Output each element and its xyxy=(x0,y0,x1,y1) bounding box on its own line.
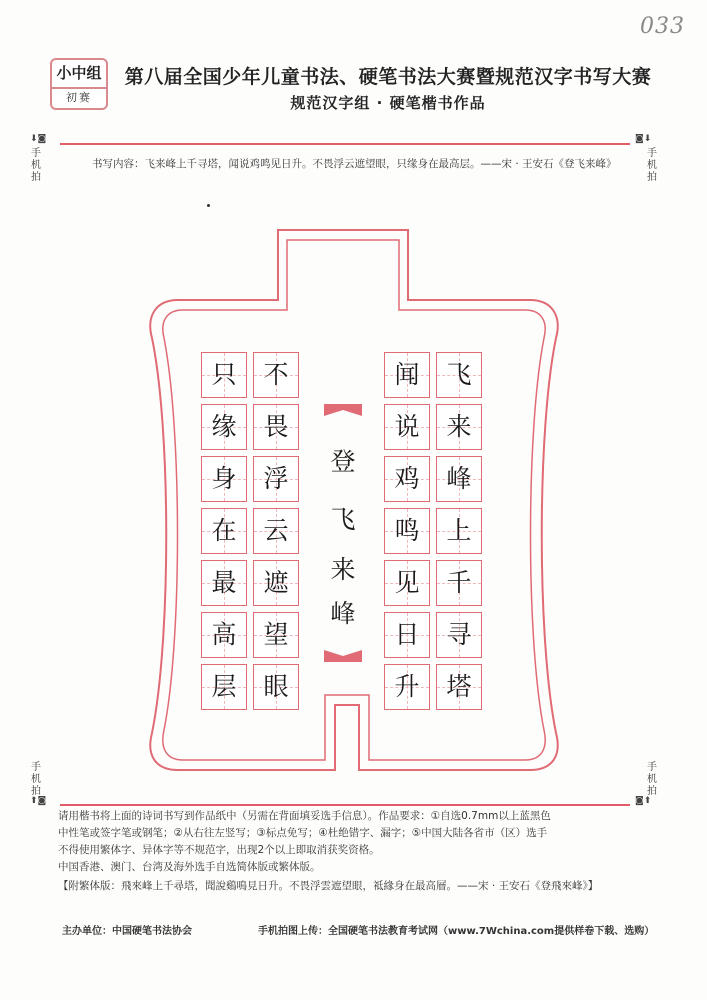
poem-title-char: 来 xyxy=(330,555,356,584)
writing-cell: 缘 xyxy=(201,404,247,450)
phone-shoot-mark: 手机拍 xyxy=(647,762,657,797)
phone-shoot-mark: 手机拍 xyxy=(647,148,657,183)
writing-requirements xyxy=(58,808,648,876)
writing-cell: 升 xyxy=(384,664,430,710)
poem-title-char: 登 xyxy=(330,447,356,476)
badge-group: 小中组 xyxy=(52,60,106,89)
writing-cell: 塔 xyxy=(436,664,482,710)
camera-icon: ⬆◙ xyxy=(30,796,47,806)
writing-cell: 最 xyxy=(201,560,247,606)
writing-cell: 眼 xyxy=(253,664,299,710)
requirement-line: 请用楷书将上面的诗词书写到作品纸中（另需在背面填妥选手信息）。作品要求：①自选0.7mm以上蓝黑色 xyxy=(58,810,551,822)
writing-cell: 云 xyxy=(253,508,299,554)
writing-cell: 遮 xyxy=(253,560,299,606)
writing-cell: 见 xyxy=(384,560,430,606)
writing-cell: 不 xyxy=(253,352,299,398)
writing-cell: 上 xyxy=(436,508,482,554)
writing-cell: 飞 xyxy=(436,352,482,398)
writing-cell: 千 xyxy=(436,560,482,606)
writing-cell: 浮 xyxy=(253,456,299,502)
requirement-line: 不得使用繁体字、异体字等不规范字，出现2个以上即取消获奖资格。 xyxy=(58,844,380,856)
camera-icon: ◙⬇ xyxy=(635,134,652,144)
serial-number: 033 xyxy=(640,14,685,39)
upload-info: 手机拍图上传：全国硬笔书法教育考试网（www.7Wchina.com提供样卷下载、选购） xyxy=(258,926,655,937)
writing-content: 书写内容：飞来峰上千寻塔，闻说鸡鸣见日升。不畏浮云遮望眼，只缘身在最高层。——宋 · 王安石《登飞来峰》 xyxy=(92,158,617,170)
writing-cell: 望 xyxy=(253,612,299,658)
writing-cell: 来 xyxy=(436,404,482,450)
writing-cell: 高 xyxy=(201,612,247,658)
badge-round: 初赛 xyxy=(66,91,92,104)
bottom-divider xyxy=(60,804,630,806)
writing-cell: 日 xyxy=(384,612,430,658)
requirement-line: 中性笔或签字笔或钢笔；②从右往左竖写；③标点免写；④杜绝错字、漏字；⑤中国大陆各省市（区）选手 xyxy=(58,827,548,839)
phone-shoot-mark: 手机拍 xyxy=(31,762,41,797)
writing-cell: 鸣 xyxy=(384,508,430,554)
writing-cell: 只 xyxy=(201,352,247,398)
writing-cell: 畏 xyxy=(253,404,299,450)
writing-cell: 鸡 xyxy=(384,456,430,502)
writing-cell: 层 xyxy=(201,664,247,710)
phone-shoot-mark: 手机拍 xyxy=(31,148,41,183)
page-title: 第八届全国少年儿童书法、硬笔书法大赛暨规范汉字书写大赛 xyxy=(124,66,652,88)
organizer: 主办单位：中国硬笔书法协会 xyxy=(62,926,192,937)
poem-title-char: 峰 xyxy=(330,599,356,628)
camera-icon: ◙⬆ xyxy=(635,796,652,806)
writing-cell: 说 xyxy=(384,404,430,450)
traditional-version: 【附繁体版：飛來峰上千尋塔，聞說鷄鳴見日升。不畏浮雲遮望眼，祗緣身在最高層。——宋 · 王安石《登飛來峰》】 xyxy=(58,880,599,892)
writing-cell: 峰 xyxy=(436,456,482,502)
requirement-line: 中国香港、澳门、台湾及海外选手自选简体版或繁体版。 xyxy=(58,861,321,873)
writing-cell: 在 xyxy=(201,508,247,554)
poem-title-char: 飞 xyxy=(330,505,356,534)
writing-cell: 身 xyxy=(201,456,247,502)
poem-title-column xyxy=(320,402,366,664)
page-subtitle: 规范汉字组 · 硬笔楷书作品 xyxy=(290,94,486,112)
writing-cell: 寻 xyxy=(436,612,482,658)
writing-cell: 闻 xyxy=(384,352,430,398)
camera-icon: ⬇◙ xyxy=(30,134,47,144)
